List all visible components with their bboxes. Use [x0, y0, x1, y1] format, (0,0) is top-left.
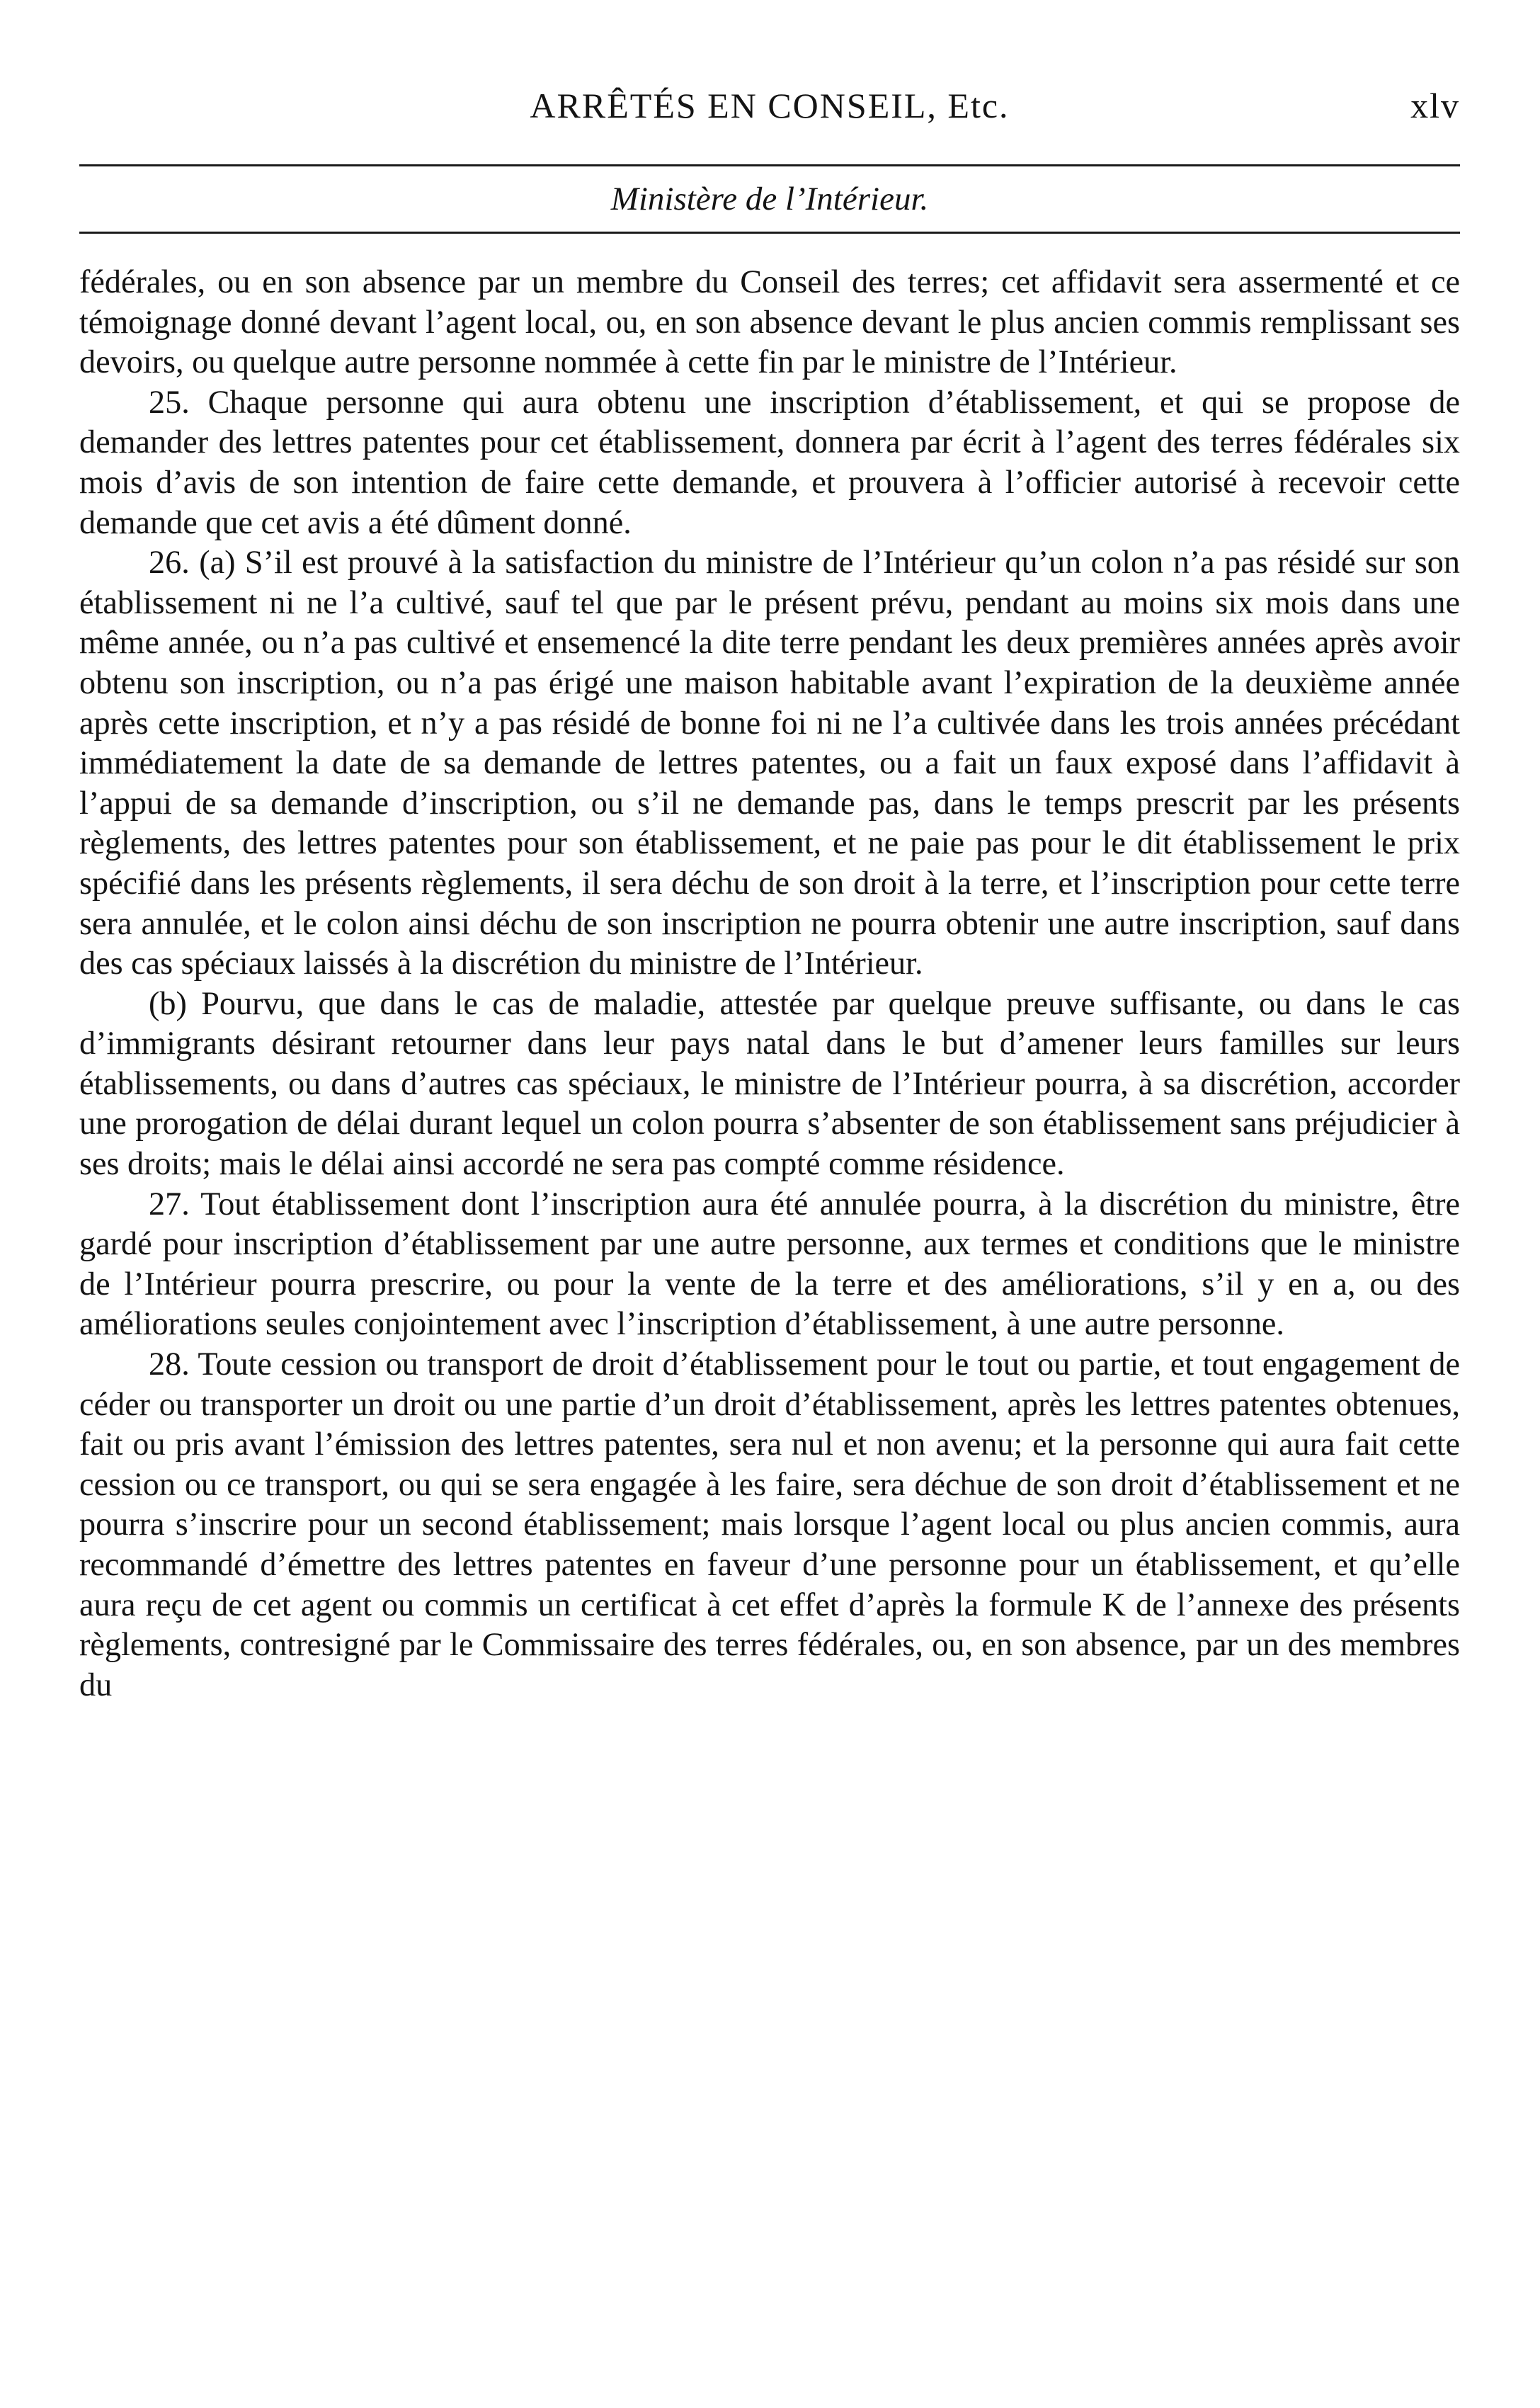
page-number: xlv	[1410, 86, 1460, 125]
document-page	[79, 85, 1460, 1705]
paragraph-article-27: 27. Tout établissement dont l’inscription aura été annulée pourra, à la discrétion du ministre, être gardé pour inscription d’établissement par une autre personne, aux termes et conditions que le ministre de l’Intérieur pourra prescrire, ou pour la vente de la terre et des améliorations, s’il y en a, ou des améliorations seules conjointement avec l’inscription d’établissement, à une autre personne.	[79, 1185, 1460, 1342]
section-subheading: Ministère de l’Intérieur.	[610, 181, 929, 217]
running-header	[79, 85, 1460, 136]
paragraph-article-28: 28. Toute cession ou transport de droit d’établissement pour le tout ou partie, et tout engagement de céder ou transporter un droit ou une partie d’un droit d’établissement, après les lettres patentes obtenues, fait ou pris avant l’émission des lettres patentes, sera nul et non avenu; et la personne qui aura fait cette cession ou ce transport, ou qui se sera engagée à les faire, sera déchue de son droit d’établissement et ne pourra s’inscrire pour un second établissement; mais lorsque l’agent local ou plus ancien commis, aura recommandé d’émettre des lettres patentes en faveur d’une personne pour un établissement, et qu’elle aura reçu de cet agent ou commis un certificat à cet effet d’après la formule K de l’annexe des présents règlements, contresigné par le Commissaire des terres fédérales, ou, en son absence, par un des membres du	[79, 1346, 1460, 1703]
header-rule-bottom	[79, 232, 1460, 234]
paragraph-article-26a: 26. (a) S’il est prouvé à la satisfaction du ministre de l’Intérieur qu’un colon n’a pas résidé sur son établissement ni ne l’a cultivé, sauf tel que par le présent prévu, pendant au moins six mois dans une même année, ou n’a pas cultivé et ensemencé la dite terre pendant les deux premières années après avoir obtenu son inscription, ou n’a pas érigé une maison habitable avant l’expiration de la deuxième année après cette inscription, et n’y a pas résidé de bonne foi ni ne l’a cultivée dans les trois années précédant immédiatement la date de sa demande de lettres patentes, ou a fait un faux exposé dans l’affidavit à l’appui de sa demande d’inscription, ou s’il ne demande pas, dans le temps prescrit par les présents règlements, des lettres patentes pour son établissement, et ne paie pas pour le dit établissement le prix spécifié dans les présents règlements, il sera déchu de son droit à la terre, et l’inscription pour cette terre sera annulée, et le colon ainsi déchu de son inscription ne pourra obtenir une autre inscription, sauf dans des cas spéciaux laissés à la discrétion du ministre de l’Intérieur.	[79, 544, 1460, 982]
body-text	[79, 262, 1460, 1705]
paragraph-continuation: fédérales, ou en son absence par un membre du Conseil des terres; cet affidavit sera assermenté et ce témoignage donné devant l’agent local, ou, en son absence devant le plus ancien commis remplissant ses devoirs, ou quelque autre personne nommée à cette fin par le ministre de l’Intérieur.	[79, 263, 1460, 380]
paragraph-article-25: 25. Chaque personne qui aura obtenu une inscription d’établissement, et qui se propose de demander des lettres patentes pour cet établissement, donnera par écrit à l’agent des terres fédérales six mois d’avis de son intention de faire cette demande, et prouvera à l’officier autorisé à recevoir cette demande que cet avis a été dûment donné.	[79, 383, 1460, 540]
paragraph-article-26b: (b) Pourvu, que dans le cas de maladie, attestée par quelque preuve suffisante, ou dans le cas d’immigrants désirant retourner dans leur pays natal dans le but d’amener leurs familles sur leurs établissements, ou dans d’autres cas spéciaux, le ministre de l’Intérieur pourra, à sa discrétion, accorder une prorogation de délai durant lequel un colon pourra s’absenter de son établissement sans préjudicier à ses droits; mais le délai ainsi accordé ne sera pas compté comme résidence.	[79, 984, 1460, 1182]
running-title: ARRÊTÉS EN CONSEIL, Etc.	[530, 86, 1010, 125]
